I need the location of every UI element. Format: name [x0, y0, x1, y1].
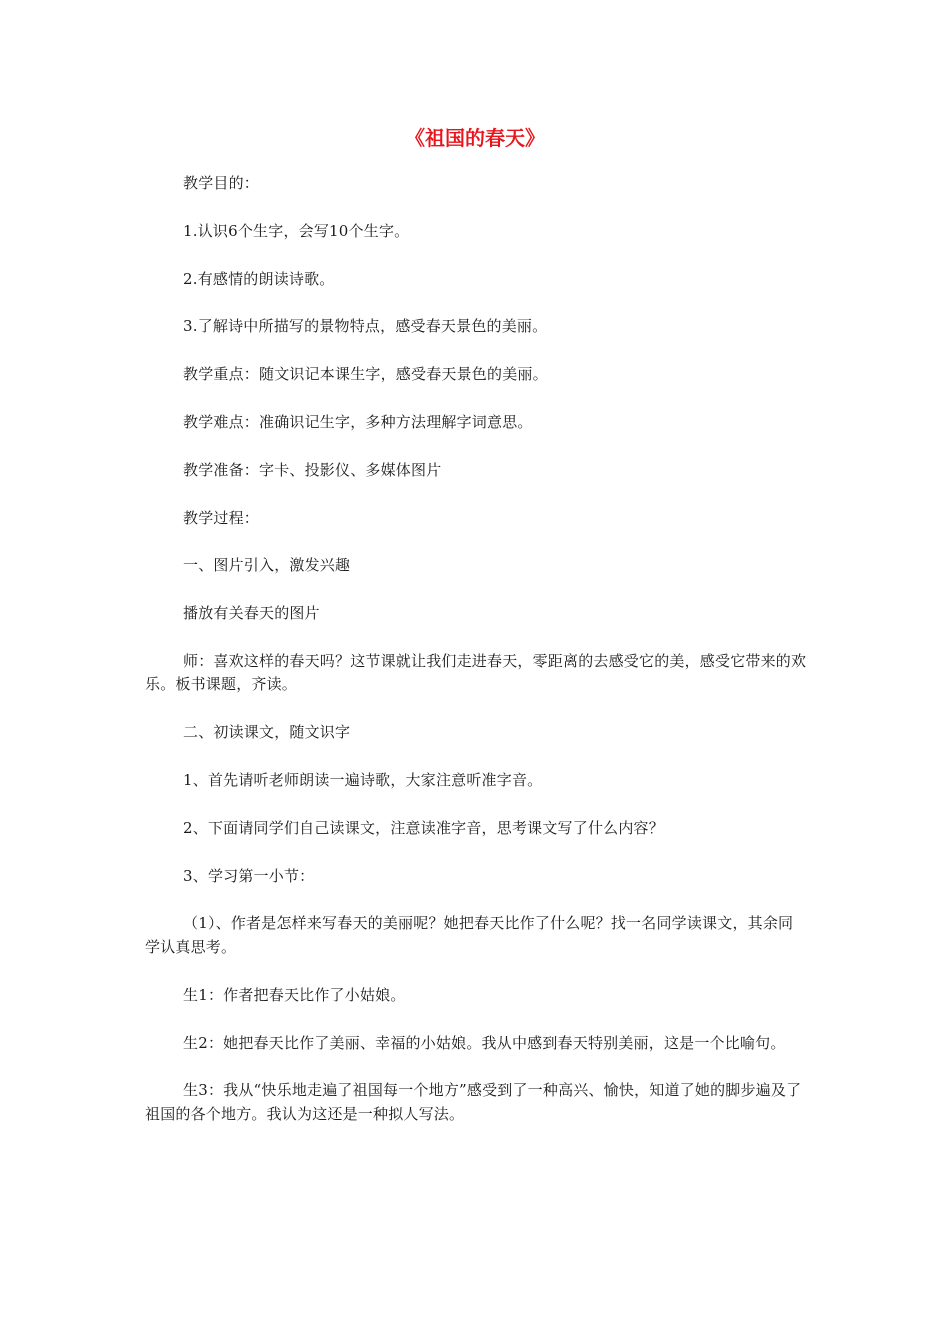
paragraph-student-1: 生1：作者把春天比作了小姑娘。 — [183, 985, 406, 1004]
paragraph-difficulties: 教学难点：准确识记生字，多种方法理解字词意思。 — [183, 412, 533, 431]
paragraph-goal-1: 1.认识6个生字，会写10个生字。 — [183, 221, 410, 240]
paragraph-process-heading: 教学过程： — [183, 508, 260, 527]
paragraph-show-pictures: 播放有关春天的图片 — [183, 604, 320, 623]
paragraph-teacher-intro: 师：喜欢这样的春天吗？这节课就让我们走进春天，零距离的去感受它的美，感受它带来的欢乐。板书课题，齐读。 — [145, 651, 807, 694]
paragraph-goal-2: 2.有感情的朗读诗歌。 — [183, 269, 335, 288]
paragraph-step-2: 2、下面请同学们自己读课文，注意读准字音，思考课文写了什么内容？ — [183, 818, 664, 837]
document-body — [145, 172, 807, 1151]
paragraph-goal-3: 3.了解诗中所描写的景物特点，感受春天景色的美丽。 — [183, 317, 548, 336]
paragraph-question-1: （1）、作者是怎样来写春天的美丽呢？她把春天比作了什么呢？找一名同学读课文，其余同学认真思考。 — [145, 914, 794, 956]
paragraph-section-1-heading: 一、图片引入，激发兴趣 — [183, 556, 351, 575]
document-title: 《祖国的春天》 — [405, 126, 545, 150]
paragraph-key-points: 教学重点：随文识记本课生字，感受春天景色的美丽。 — [183, 365, 548, 384]
paragraph-section-2-heading: 二、初读课文，随文识字 — [183, 723, 351, 742]
paragraph-teaching-goals-heading: 教学目的： — [183, 174, 260, 192]
paragraph-preparation: 教学准备：字卡、投影仪、多媒体图片 — [183, 460, 442, 479]
paragraph-student-2: 生2：她把春天比作了美丽、幸福的小姑娘。我从中感到春天特别美丽，这是一个比喻句。 — [183, 1033, 786, 1052]
paragraph-step-3: 3、学习第一小节： — [183, 866, 315, 885]
paragraph-step-1: 1、首先请听老师朗读一遍诗歌，大家注意听准字音。 — [183, 771, 543, 790]
paragraph-student-3: 生3：我从“快乐地走遍了祖国每一个地方”感受到了一种高兴、愉快，知道了她的脚步遍及了祖国的各个地方。我认为这还是一种拟人写法。 — [145, 1081, 802, 1123]
